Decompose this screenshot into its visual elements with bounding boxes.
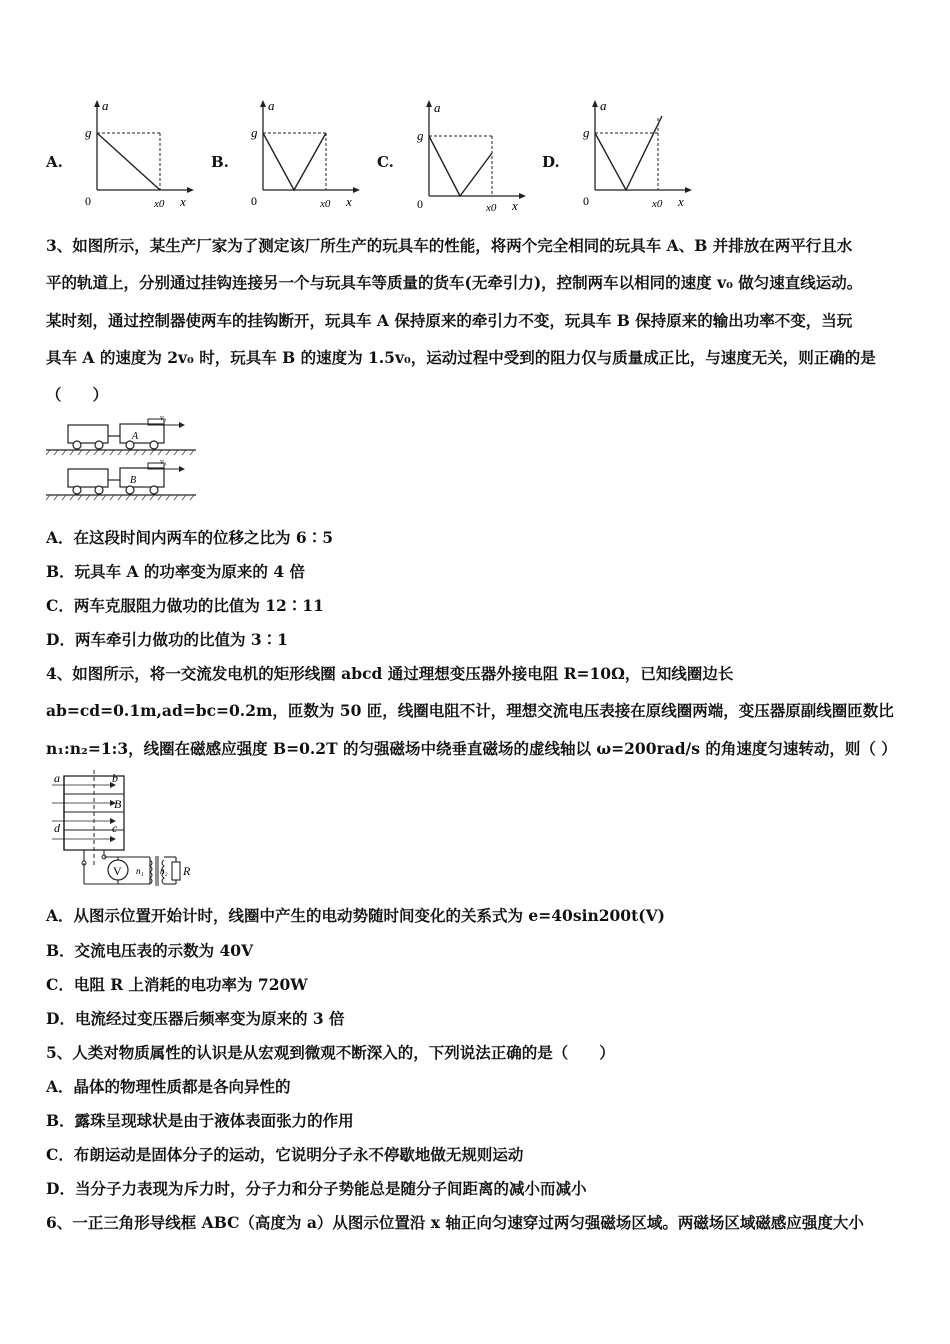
graph-option-c-label: C. [377, 153, 394, 171]
graph-a-origin: 0 [85, 194, 91, 208]
q5-option-b: B．露珠呈现球状是由于液体表面张力的作用 [46, 1111, 354, 1130]
graph-option-a-label: A. [46, 153, 63, 171]
graph-b [246, 98, 366, 213]
q3-fig-v-bottom: v₀ [160, 457, 167, 466]
graph-c [412, 98, 532, 213]
q4-option-a: A．从图示位置开始计时，线圈中产生的电动势随时间变化的关系式为 e=40sin200t(V) [46, 906, 665, 925]
graph-b-x0: x0 [320, 198, 331, 210]
q4-fig-a: a [54, 771, 60, 785]
graph-d-origin: 0 [583, 194, 589, 208]
q5-option-c: C．布朗运动是固体分子的运动，它说明分子永不停歇地做无规则运动 [46, 1145, 524, 1164]
graph-c-axis-y: a [434, 100, 441, 115]
graph-d-axis-y: a [600, 98, 607, 113]
q5-option-d: D．当分子力表现为斥力时，分子力和分子势能总是随分子间距离的减小而减小 [46, 1179, 587, 1198]
q3-fig-label-b: B [130, 475, 137, 486]
graph-b-axis-x: x [346, 194, 352, 209]
q3-fig-label-a: A [132, 431, 139, 442]
q4-fig-B: B [114, 797, 122, 811]
q4-fig-n1: n₁ [136, 866, 144, 876]
q4-option-c: C．电阻 R 上消耗的电功率为 720W [46, 975, 308, 994]
graph-b-g: g [251, 125, 258, 140]
q3-option-a: A．在这段时间内两车的位移之比为 6∶5 [46, 528, 333, 547]
q3-option-b: B．玩具车 A 的功率变为原来的 4 倍 [46, 562, 305, 581]
graph-a [80, 98, 200, 213]
graph-d-x0: x0 [652, 198, 663, 210]
q4-option-d: D．电流经过变压器后频率变为原来的 3 倍 [46, 1009, 345, 1028]
q4-option-b: B．交流电压表的示数为 40V [46, 941, 254, 960]
q4-fig-R: R [183, 864, 191, 878]
q4-fig-n2: n₂ [160, 866, 168, 876]
graph-a-x0: x0 [154, 198, 165, 210]
q4-line-1: 4、如图所示，将一交流发电机的矩形线圈 abcd 通过理想变压器外接电阻 R=10Ω，已知线圈边长 [46, 664, 734, 683]
graph-a-axis-x: x [180, 194, 186, 209]
q6-line-1: 6、一正三角形导线框 ABC（高度为 a）从图示位置沿 x 轴正向匀速穿过两匀强磁场区域。两磁场区域磁感应强度大小 [46, 1213, 864, 1232]
q5-option-a: A．晶体的物理性质都是各向异性的 [46, 1077, 291, 1096]
q3-line-1: 3、如图所示，某生产厂家为了测定该厂所生产的玩具车的性能，将两个完全相同的玩具车 A、B 并排放在两平行且水 [46, 236, 853, 255]
q5-line-1: 5、人类对物质属性的认识是从宏观到微观不断深入的，下列说法正确的是（ ） [46, 1043, 615, 1062]
q4-line-2: ab=cd=0.1m,ad=bc=0.2m，匝数为 50 匝，线圈电阻不计，理想交流电压表接在原线圈两端，变压器原副线圈匝数比 [46, 701, 894, 720]
graph-b-axis-y: a [268, 98, 275, 113]
graph-c-axis-x: x [512, 198, 518, 213]
q3-line-4: 具车 A 的速度为 2v₀ 时，玩具车 B 的速度为 1.5v₀，运动过程中受到的阻力仅与质量成正比，与速度无关，则正确的是 [46, 348, 876, 367]
graph-c-g: g [417, 128, 424, 143]
graph-d [578, 98, 698, 213]
q4-fig-c: c [112, 821, 118, 835]
q3-line-5: （ ） [46, 385, 109, 404]
graph-a-axis-y: a [102, 98, 109, 113]
graph-option-b-label: B. [211, 153, 229, 171]
q3-fig-v-top: v₀ [160, 413, 167, 422]
graph-b-origin: 0 [251, 194, 257, 208]
q3-option-d: D．两车牵引力做功的比值为 3∶1 [46, 630, 288, 649]
q4-generator-figure [50, 768, 200, 893]
graph-d-axis-x: x [678, 194, 684, 209]
graph-option-d-label: D. [542, 153, 560, 171]
q3-line-2: 平的轨道上，分别通过挂钩连接另一个与玩具车等质量的货车(无牵引力)，控制两车以相同的速度 v₀ 做匀速直线运动。 [46, 273, 863, 292]
q3-line-3: 某时刻，通过控制器使两车的挂钩断开，玩具车 A 保持原来的牵引力不变，玩具车 B 保持原来的输出功率不变，当玩 [46, 311, 853, 330]
q3-option-c: C．两车克服阻力做功的比值为 12∶11 [46, 596, 324, 615]
q4-fig-d: d [54, 821, 60, 835]
q3-toy-car-figure [44, 410, 204, 505]
q4-line-3: n₁:n₂=1:3，线圈在磁感应强度 B=0.2T 的匀强磁场中绕垂直磁场的虚线轴以 ω=200rad/s 的角速度匀速转动，则（ ） [46, 739, 897, 758]
graph-c-x0: x0 [486, 202, 497, 213]
graph-c-origin: 0 [417, 197, 423, 211]
graph-a-g: g [85, 125, 92, 140]
q4-fig-voltmeter: V [113, 864, 122, 878]
q4-fig-b: b [112, 771, 118, 785]
graph-d-g: g [583, 125, 590, 140]
